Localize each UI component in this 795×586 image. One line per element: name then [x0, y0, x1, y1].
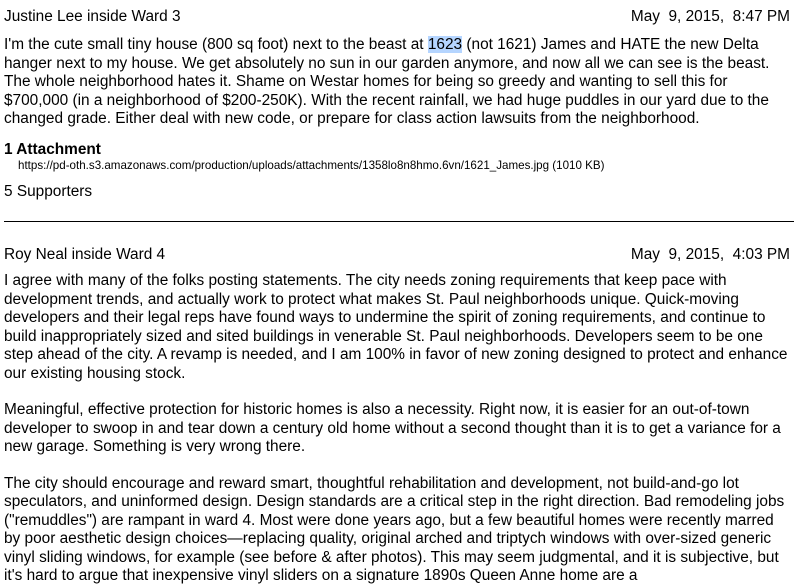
highlighted-address: 1623	[427, 36, 463, 53]
comment-header	[4, 8, 790, 26]
post-divider	[4, 221, 794, 222]
comment-header	[4, 246, 790, 264]
comment-post-2	[4, 246, 790, 586]
comment-paragraph: The city should encourage and reward smart, thoughtful rehabilitation and development, not build-and-go lot speculators, and uninformed design. Design standards are a critical step in the right direction. Bad remodeling jobs ("remuddles") are rampant in ward 4. Most were done years ago, but a few beautiful homes were recently marred by poor aesthetic design choices—replacing quality, original arched and triptych windows with over-sized generic vinyl sliding windows, for example (see before & after photos). This may seem judgmental, and it is subjective, but it's hard to argue that inexpensive vinyl sliders on a signature 1890s Queen Anne home are a	[4, 474, 785, 584]
comment-paragraph: I agree with many of the folks posting statements. The city needs zoning requirements that keep pace with development trends, and actually work to protect what makes St. Paul neighborhoods unique. Quick-moving developers and their legal reps have found ways to undermine the spirit of zoning requirements, and continue to build inappropriately sized and sited buildings in venerable St. Paul neighborhoods. Developers seem to be one step ahead of the city. A revamp is needed, and I am 100% in favor of new zoning designed to protect and enhance our existing housing stock.	[4, 272, 788, 382]
comment-text: (not 1621) James and HATE the new Delta hanger next to my house. We get absolutely no sun in our garden anymore, and now all we can see is the beast. The whole neighborhood hates it. Shame on Westar homes for being so greedy and wanting to sell this for $700,000 (in a neighborhood of $200-250K). With the recent rainfall, we had huge puddles in our yard due to the changed grade. Either deal with new code, or prepare for class action lawsuits from the neighborhood.	[4, 36, 770, 127]
comment-text: I'm the cute small tiny house (800 sq foot) next to the beast at	[4, 36, 428, 53]
supporters-count[interactable]: 5 Supporters	[4, 183, 93, 200]
comment-author: Justine Lee inside Ward 3	[4, 8, 181, 25]
attachment-link[interactable]: https://pd-oth.s3.amazonaws.com/production/uploads/attachments/1358lo8n8hmo.6vn/1621_James.jpg (1010 KB)	[18, 159, 605, 172]
comment-body	[4, 36, 790, 129]
comment-author: Roy Neal inside Ward 4	[4, 246, 166, 263]
attachments-heading: 1 Attachment	[4, 140, 101, 158]
comment-date: May 9, 2015, 8:47 PM	[630, 8, 790, 25]
comment-post-1	[4, 8, 790, 202]
comment-paragraph: Meaningful, effective protection for historic homes is also a necessity. Right now, it is easier for an out-of-town developer to swoop in and tear down a century old home without a second thought than it is to get a variance for a new garage. Something is very wrong there.	[4, 401, 781, 455]
comment-date: May 9, 2015, 4:03 PM	[630, 246, 790, 263]
